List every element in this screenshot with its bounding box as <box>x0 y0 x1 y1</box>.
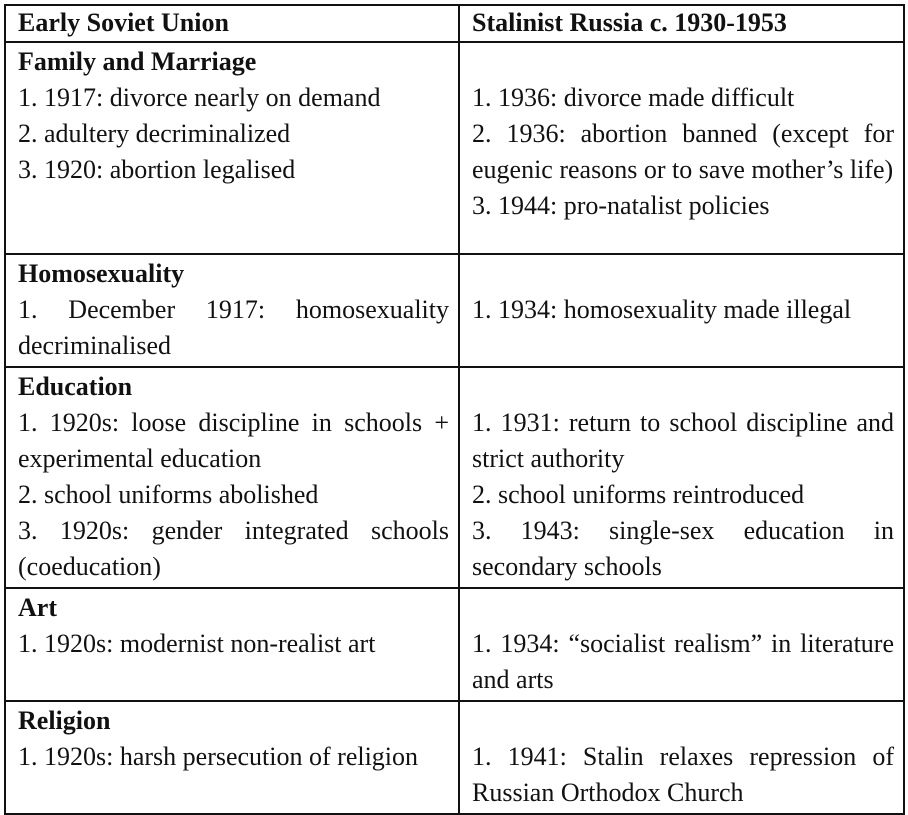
early-family-item-1: 1. 1917: divorce nearly on demand <box>18 83 381 112</box>
stalin-family-item-3: 3. 1944: pro-natalist policies <box>472 191 770 220</box>
section-title-homosexuality: Homosexuality <box>18 259 185 288</box>
cell-early-homosexuality <box>5 254 459 367</box>
row-family-and-marriage <box>5 42 904 254</box>
spacer <box>472 590 894 626</box>
spacer <box>472 369 894 405</box>
section-title-religion: Religion <box>18 706 111 735</box>
stalin-art-item-1: 1. 1934: “socialist realism” in literature and arts <box>472 629 894 694</box>
cell-early-religion <box>5 701 459 814</box>
spacer <box>472 44 894 80</box>
stalin-education-item-2: 2. school uniforms reintroduced <box>472 480 805 509</box>
row-education <box>5 367 904 588</box>
stalin-religion-item-1: 1. 1941: Stalin relaxes repression of Russian Orthodox Church <box>472 742 894 807</box>
early-art-item-1: 1. 1920s: modernist non-realist art <box>18 629 376 658</box>
section-title-art: Art <box>18 593 57 622</box>
cell-stalin-religion <box>459 701 904 814</box>
cell-early-art <box>5 588 459 701</box>
spacer <box>472 256 894 292</box>
row-art <box>5 588 904 701</box>
header-stalinist-russia: Stalinist Russia c. 1930-1953 <box>459 5 904 42</box>
spacer <box>472 703 894 739</box>
cell-stalin-education <box>459 367 904 588</box>
cell-stalin-homosexuality <box>459 254 904 367</box>
early-family-item-2: 2. adultery decriminalized <box>18 119 291 148</box>
cell-stalin-art <box>459 588 904 701</box>
early-homosexuality-item-1: 1. December 1917: homosexuality decriminalised <box>18 295 449 360</box>
cell-stalin-family <box>459 42 904 254</box>
stalin-family-item-2: 2. 1936: abortion banned (except for eugenic reasons or to save mother’s life) <box>472 119 894 184</box>
stalin-education-item-3: 3. 1943: single-sex education in secondary schools <box>472 516 894 581</box>
stalin-family-item-1: 1. 1936: divorce made difficult <box>472 83 795 112</box>
comparison-table-container <box>4 4 903 815</box>
cell-early-family <box>5 42 459 254</box>
early-education-item-3: 3. 1920s: gender integrated schools (coeducation) <box>18 516 449 581</box>
early-education-item-1: 1. 1920s: loose discipline in schools + experimental education <box>18 408 449 473</box>
header-early-soviet-union: Early Soviet Union <box>5 5 459 42</box>
stalin-homosexuality-item-1: 1. 1934: homosexuality made illegal <box>472 295 852 324</box>
early-education-item-2: 2. school uniforms abolished <box>18 480 319 509</box>
early-religion-item-1: 1. 1920s: harsh persecution of religion <box>18 742 419 771</box>
stalin-education-item-1: 1. 1931: return to school discipline and strict authority <box>472 408 894 473</box>
comparison-table <box>4 4 905 815</box>
early-family-item-3: 3. 1920: abortion legalised <box>18 155 296 184</box>
row-homosexuality <box>5 254 904 367</box>
row-religion <box>5 701 904 814</box>
section-title-family: Family and Marriage <box>18 47 257 76</box>
header-row <box>5 5 904 42</box>
section-title-education: Education <box>18 372 133 401</box>
cell-early-education <box>5 367 459 588</box>
